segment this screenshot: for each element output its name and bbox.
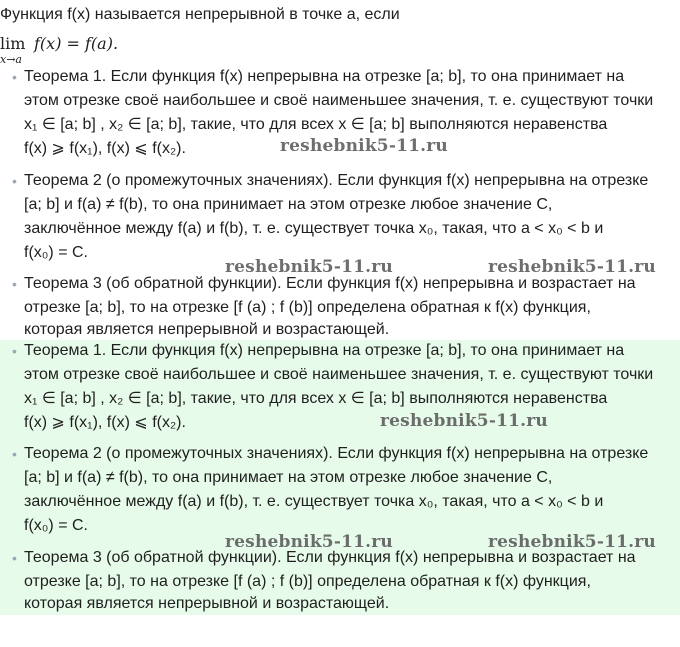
theorem-line: f(x) ⩾ f(x₁), f(x) ⩽ f(x₂). [24, 414, 186, 431]
theorem-line: f(x₀) = C. [24, 244, 88, 261]
theorem-line: которая является непрерывной и возрастающей. [24, 595, 390, 612]
theorem-line: этом отрезке своё наибольшее и своё наименьшее значения, т. е. существуют точки [24, 366, 654, 383]
theorem-line: Теорема 2 (о промежуточных значениях). Если функция f(x) непрерывна на отрезке [24, 172, 649, 189]
limit-expression: f(x) = f(a). [34, 34, 119, 53]
theorem-line: которая является непрерывной и возрастающей. [24, 321, 390, 338]
theorem-line: отрезке [a; b], то на отрезке [f (a) ; f (b)] определена обратная к f(x) функция, [24, 299, 591, 316]
theorem-line: Теорема 1. Если функция f(x) непрерывна на отрезке [a; b], то она принимает на [24, 342, 625, 359]
theorem-line: заключённое между f(a) и f(b), т. е. существует точка x₀, такая, что a < x₀ < b и [24, 493, 604, 510]
theorem-line: [a; b] и f(a) ≠ f(b), то она принимает на этом отрезке любое значение C, [24, 469, 553, 486]
watermark: reshebnik5-11.ru [225, 532, 393, 552]
theorem-line: f(x) ⩾ f(x₁), f(x) ⩽ f(x₂). [24, 140, 186, 157]
limit-subscript: x→a [0, 53, 22, 66]
theorem-line: отрезке [a; b], то на отрезке [f (a) ; f (b)] определена обратная к f(x) функция, [24, 573, 591, 590]
bullet-icon: • [12, 446, 17, 462]
watermark: reshebnik5-11.ru [380, 411, 548, 431]
theorem-line: f(x₀) = C. [24, 517, 88, 534]
theorem-line: заключённое между f(a) и f(b), т. е. существует точка x₀, такая, что a < x₀ < b и [24, 220, 604, 237]
bullet-icon: • [12, 173, 17, 189]
watermark: reshebnik5-11.ru [488, 257, 656, 277]
theorem-line: [a; b] и f(a) ≠ f(b), то она принимает на этом отрезке любое значение C, [24, 196, 553, 213]
watermark: reshebnik5-11.ru [280, 136, 448, 156]
bullet-icon: • [12, 343, 17, 359]
theorem-line: x₁ ∈ [a; b] , x₂ ∈ [a; b], такие, что для всех x ∈ [a; b] выполняются неравенства [24, 390, 608, 407]
watermark: reshebnik5-11.ru [488, 532, 656, 552]
bullet-icon: • [12, 550, 17, 566]
theorem-line: Теорема 1. Если функция f(x) непрерывна на отрезке [a; b], то она принимает на [24, 68, 625, 85]
theorem-line: Теорема 2 (о промежуточных значениях). Если функция f(x) непрерывна на отрезке [24, 445, 649, 462]
theorem-line: Теорема 3 (об обратной функции). Если функция f(x) непрерывна и возрастает на [24, 549, 636, 566]
bullet-icon: • [12, 276, 17, 292]
watermark: reshebnik5-11.ru [225, 257, 393, 277]
theorem-line: x₁ ∈ [a; b] , x₂ ∈ [a; b], такие, что для всех x ∈ [a; b] выполняются неравенства [24, 116, 608, 133]
theorem-line: этом отрезке своё наибольшее и своё наименьшее значения, т. е. существуют точки [24, 92, 654, 109]
bullet-icon: • [12, 69, 17, 85]
intro-text: Функция f(x) называется непрерывной в точке a, если [0, 6, 400, 23]
theorem-line: Теорема 3 (об обратной функции). Если функция f(x) непрерывна и возрастает на [24, 275, 636, 292]
limit-word: lim [0, 34, 26, 53]
